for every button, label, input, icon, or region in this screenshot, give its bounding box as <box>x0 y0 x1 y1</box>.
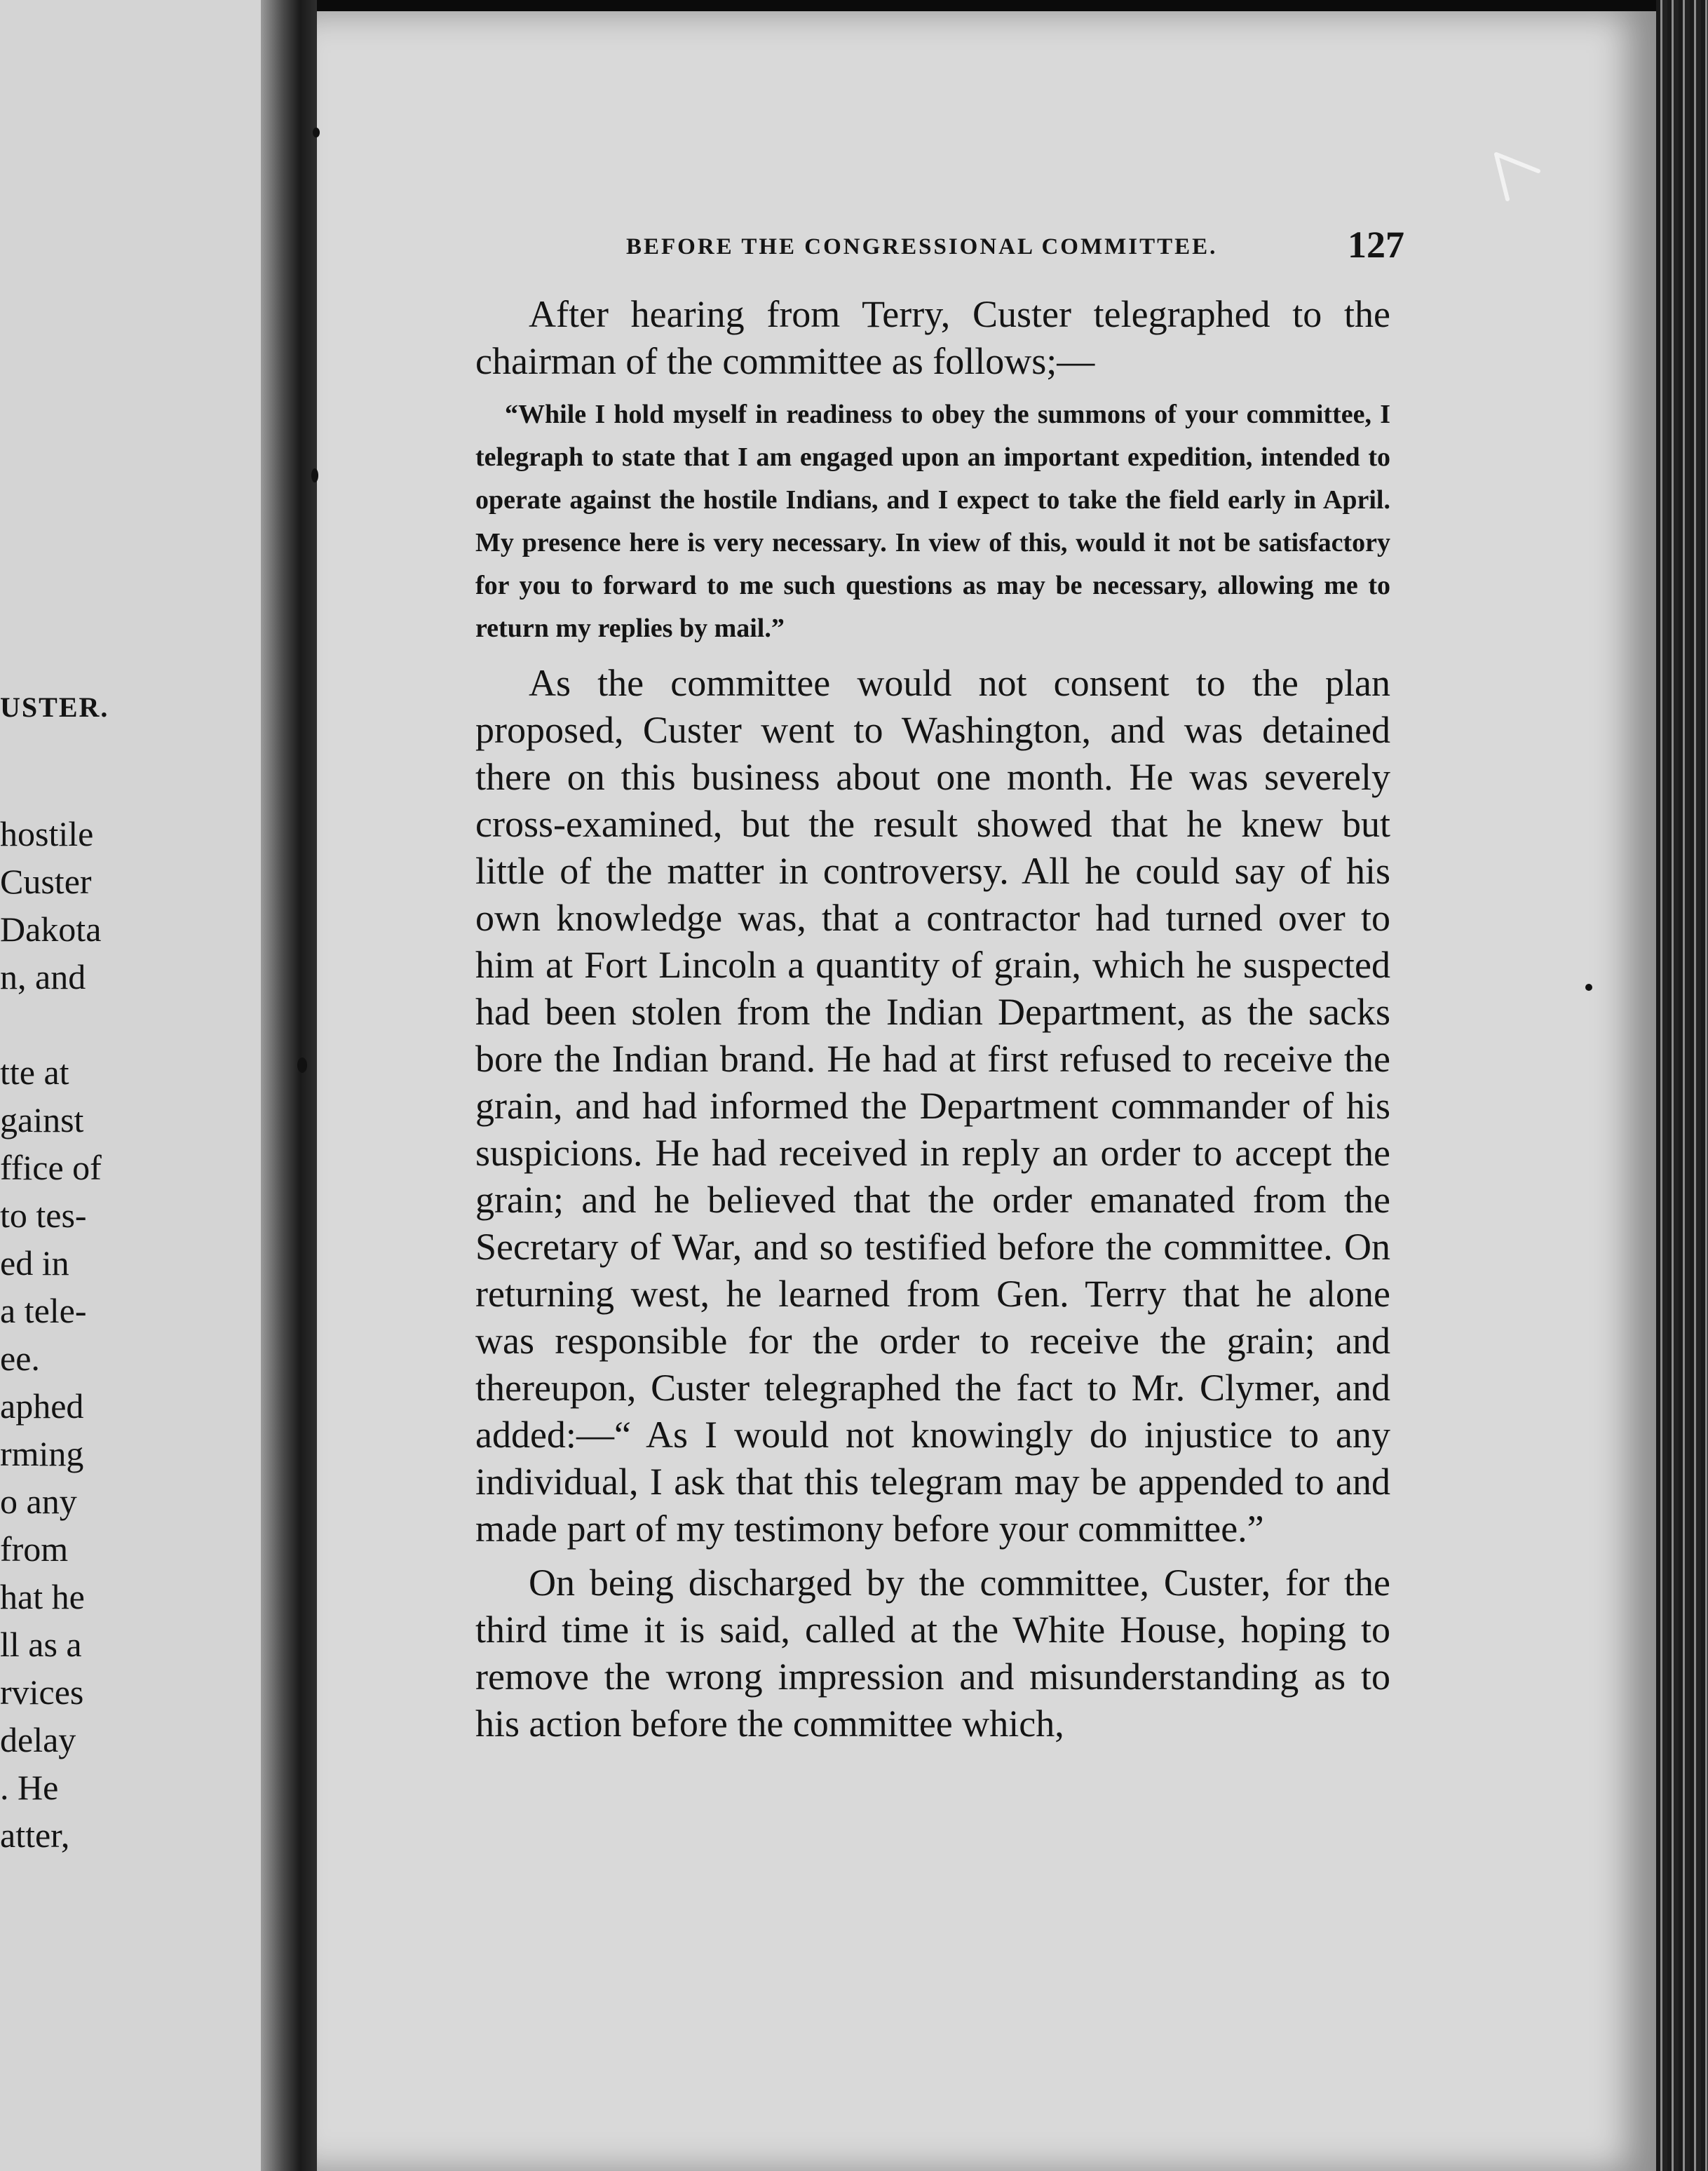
paragraph: After hearing from Terry, Custer telegraphed to the chairman of the committee as follows;— <box>475 293 1390 382</box>
previous-page-line: hat he <box>0 1577 85 1616</box>
previous-page-line: . He <box>0 1768 59 1807</box>
previous-page-line: Custer <box>0 862 92 901</box>
previous-page-line: rming <box>0 1434 84 1473</box>
block-quote: “While I hold myself in readiness to obey the summons of your committee, I telegraph to state that I am engaged upon an important expedition, intended to operate against the hostile Indians, and I expect to take the field early in April. My presence here is very necessary. In view of this, would it not be satisfactory for you to forward to me such questions as may be necessary, allowing me to return my replies by mail.” <box>475 400 1390 643</box>
previous-page-heading: USTER. <box>0 691 109 723</box>
previous-page-line: tte at <box>0 1053 69 1092</box>
previous-page-line: rvices <box>0 1672 84 1712</box>
previous-page-line: from <box>0 1529 69 1569</box>
previous-page-line: a tele- <box>0 1291 87 1330</box>
ink-speck <box>1585 984 1592 991</box>
paragraph: As the committee would not consent to the plan proposed, Custer went to Washington, and was detained there on this business about one month. He was severely cross-examined, but the result showed that he knew but little of the matter in controversy. All he could say of his own knowledge was, that a contractor had turned over to him at Fort Lincoln a quantity of grain, which he suspected had been stolen from the Indian Department, as the sacks bore the Indian brand. He had at first refused to receive the grain, and had informed the Department commander of his suspicions. He had received in reply an order to accept the grain; and he believed that the order emanated from the Secretary of War, and so testified before the committee. On returning west, he learned from Gen. Terry that he alone was responsible for the order to receive the grain; and thereupon, Custer telegraphed the fact to Mr. Clymer, and added:—“ As I would not knowingly do injustice to any individual, I ask that this telegram may be appended to and made part of my testimony before your committee.” <box>475 662 1390 1550</box>
pencil-check-mark <box>1489 150 1552 206</box>
ink-speck <box>313 128 320 137</box>
ink-speck <box>297 1057 307 1073</box>
book-gutter <box>261 0 317 2171</box>
previous-page-line: aphed <box>0 1386 84 1426</box>
running-header <box>626 223 1404 279</box>
previous-page-line: ed in <box>0 1243 69 1283</box>
previous-page-line: to tes- <box>0 1196 87 1235</box>
previous-page-line: n, and <box>0 957 86 996</box>
previous-page-line: delay <box>0 1720 76 1759</box>
previous-page-fragment <box>0 0 261 2171</box>
previous-page-line <box>0 1001 102 1048</box>
previous-page-line: ee. <box>0 1339 40 1378</box>
running-title: BEFORE THE CONGRESSIONAL COMMITTEE. <box>626 234 1218 259</box>
ink-speck <box>311 468 318 482</box>
page-body <box>475 291 1390 1747</box>
previous-page-line: ll as a <box>0 1625 82 1664</box>
page-edges <box>1656 0 1708 2171</box>
previous-page-line: atter, <box>0 1815 70 1855</box>
previous-page-lines <box>0 810 102 1859</box>
previous-page-line: gainst <box>0 1100 84 1139</box>
previous-page-line: Dakota <box>0 909 102 949</box>
previous-page-line: o any <box>0 1482 77 1521</box>
previous-page-line: ffice of <box>0 1148 102 1187</box>
page-number: 127 <box>1348 224 1404 266</box>
previous-page-line: hostile <box>0 814 94 853</box>
paragraph: On being discharged by the committee, Custer, for the third time it is said, called at the White House, hoping to remove the wrong impression and misunderstanding as to his action before the committee which, <box>475 1562 1390 1745</box>
